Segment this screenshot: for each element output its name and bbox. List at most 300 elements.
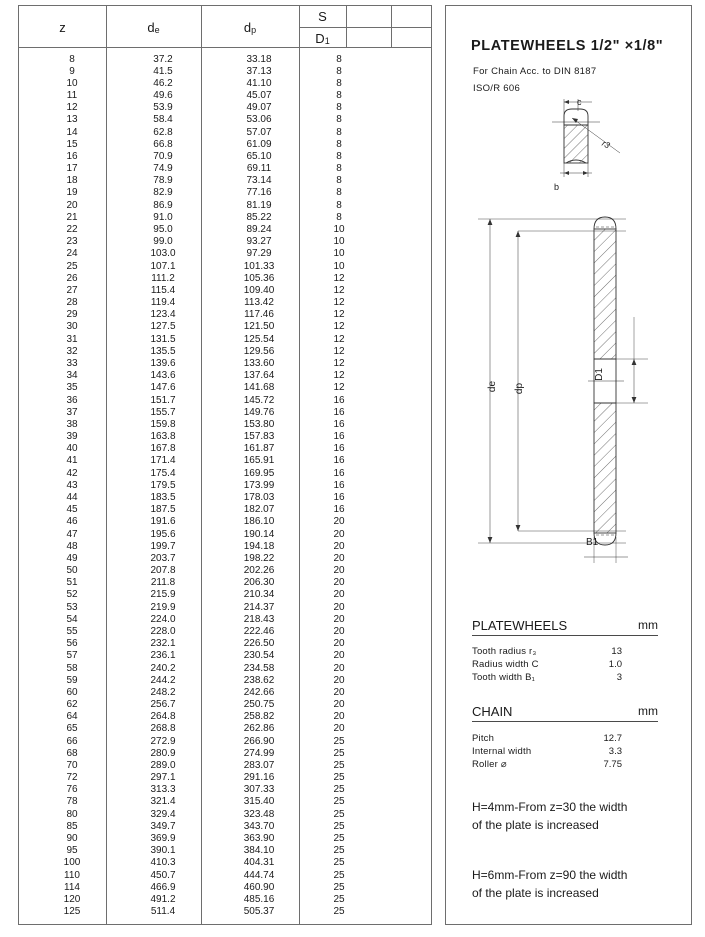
- cell-de: 49.6: [153, 90, 173, 102]
- cell-de: 58.4: [153, 114, 173, 126]
- cell-d1: 16: [333, 418, 345, 430]
- cell-dp: 137.64: [243, 370, 275, 382]
- table-row: [19, 443, 431, 455]
- cell-dp: 444.74: [243, 869, 275, 881]
- cell-z: 25: [66, 260, 78, 272]
- cell-de: 256.7: [150, 699, 176, 711]
- cell-d1: 20: [333, 674, 345, 686]
- cell-z: 56: [66, 638, 78, 650]
- cell-dp: 45.07: [246, 90, 272, 102]
- header-sub-d1: 1: [324, 36, 330, 46]
- spec-row-tooth-radius: [472, 646, 658, 659]
- cell-z: 58: [66, 662, 78, 674]
- cell-de: 244.2: [150, 674, 176, 686]
- dimension-label-c: c: [577, 97, 582, 107]
- header-cell-empty-4: [391, 27, 431, 48]
- table-row: [19, 870, 431, 882]
- cell-de: 240.2: [150, 662, 176, 674]
- cell-d1: 12: [333, 382, 345, 394]
- cell-z: 42: [66, 467, 78, 479]
- header-cell-de: [106, 6, 201, 48]
- cell-de: 211.8: [150, 577, 176, 589]
- cell-d1: 8: [336, 163, 342, 175]
- spec-label-pitch: Pitch: [472, 733, 495, 744]
- cell-z: 49: [66, 552, 78, 564]
- cell-dp: 182.07: [243, 504, 275, 516]
- cell-de: 103.0: [150, 248, 176, 260]
- cell-de: 119.4: [150, 297, 176, 309]
- table-row: [19, 833, 431, 845]
- cell-de: 321.4: [150, 796, 176, 808]
- table-row: [19, 821, 431, 833]
- cell-dp: 234.58: [243, 662, 275, 674]
- cell-z: 16: [66, 150, 78, 162]
- cell-dp: 206.30: [243, 577, 275, 589]
- cell-dp: 194.18: [243, 540, 275, 552]
- table-row: [19, 419, 431, 431]
- table-row: [19, 894, 431, 906]
- cell-z: 59: [66, 674, 78, 686]
- cell-de: 215.9: [150, 589, 176, 601]
- cell-z: 33: [66, 358, 78, 369]
- cell-de: 450.7: [150, 869, 176, 881]
- cell-dp: 141.68: [243, 382, 275, 394]
- cell-d1: 8: [336, 199, 342, 211]
- table-row: [19, 565, 431, 577]
- table-row: [19, 480, 431, 492]
- cell-dp: 69.11: [246, 163, 272, 175]
- cell-de: 131.5: [150, 333, 176, 345]
- cell-dp: 266.90: [243, 735, 275, 747]
- table-row: [19, 66, 431, 78]
- cell-dp: 125.54: [243, 333, 275, 345]
- table-row: [19, 663, 431, 675]
- table-row: [19, 906, 431, 918]
- cell-z: 43: [66, 479, 78, 491]
- cell-dp: 101.33: [243, 260, 275, 272]
- cell-dp: 218.43: [243, 613, 275, 625]
- header-label-d1: D: [315, 30, 325, 46]
- cell-z: 76: [66, 784, 78, 796]
- cell-d1: 25: [333, 881, 345, 893]
- cell-z: 120: [63, 893, 81, 905]
- cell-de: 187.5: [150, 504, 176, 516]
- cell-de: 203.7: [150, 552, 176, 564]
- cell-d1: 12: [333, 321, 345, 333]
- cell-d1: 12: [333, 345, 345, 357]
- subtitle-chain-standard: For Chain Acc. to DIN 8187: [473, 66, 597, 77]
- spec-unit-chain: mm: [638, 704, 658, 718]
- cell-d1: 16: [333, 467, 345, 479]
- cell-de: 99.0: [153, 236, 173, 248]
- cell-z: 48: [66, 540, 78, 552]
- cell-z: 27: [66, 284, 78, 296]
- header-label-s: S: [318, 9, 327, 24]
- cell-z: 37: [66, 406, 78, 418]
- header-sub-dp: p: [251, 25, 257, 35]
- table-row: [19, 273, 431, 285]
- cell-d1: 25: [333, 796, 345, 808]
- cell-dp: 105.36: [243, 272, 275, 284]
- cell-de: 410.3: [150, 857, 176, 869]
- table-row: [19, 212, 431, 224]
- cell-dp: 33.18: [246, 53, 272, 65]
- table-row: [19, 687, 431, 699]
- cell-de: 66.8: [153, 138, 173, 150]
- cell-d1: 20: [333, 638, 345, 650]
- cell-d1: 16: [333, 406, 345, 418]
- cell-z: 14: [66, 126, 78, 138]
- cell-dp: 222.46: [243, 625, 275, 637]
- table-row: [19, 334, 431, 346]
- table-row: [19, 114, 431, 126]
- spec-label-tooth-width: Tooth width B₁: [472, 672, 536, 683]
- table-row: [19, 261, 431, 273]
- cell-z: 80: [66, 808, 78, 820]
- cell-de: 159.8: [150, 418, 176, 430]
- cell-d1: 25: [333, 845, 345, 857]
- cell-de: 511.4: [150, 906, 176, 918]
- table-row: [19, 516, 431, 528]
- spec-label-radius-width: Radius width C: [472, 659, 539, 670]
- table-row: [19, 845, 431, 857]
- cell-de: 232.1: [150, 638, 176, 650]
- cell-d1: 20: [333, 723, 345, 735]
- cell-de: 466.9: [150, 881, 176, 893]
- cell-de: 280.9: [150, 747, 176, 759]
- cell-de: 268.8: [150, 723, 176, 735]
- table-row: [19, 796, 431, 808]
- cell-de: 163.8: [150, 431, 176, 443]
- cell-d1: 20: [333, 577, 345, 589]
- table-row: [19, 492, 431, 504]
- cell-dp: 85.22: [246, 211, 272, 223]
- header-cell-z: [19, 6, 106, 48]
- cell-de: 329.4: [150, 808, 176, 820]
- cell-de: 272.9: [150, 735, 176, 747]
- spec-heading-platewheels: [472, 618, 658, 636]
- cell-z: 52: [66, 589, 78, 601]
- note-h4-line2: of the plate is increased: [472, 818, 599, 832]
- cell-z: 28: [66, 297, 78, 309]
- cell-dp: 145.72: [243, 394, 275, 406]
- table-row: [19, 638, 431, 650]
- cell-dp: 178.03: [243, 491, 275, 503]
- spec-value-pitch: 12.7: [603, 733, 622, 744]
- cell-de: 74.9: [153, 163, 173, 175]
- cell-d1: 10: [333, 248, 345, 260]
- table-row: [19, 163, 431, 175]
- cell-d1: 25: [333, 820, 345, 832]
- table-row: [19, 395, 431, 407]
- spec-value-radius-width: 1.0: [608, 659, 622, 670]
- cell-dp: 226.50: [243, 638, 275, 650]
- cell-d1: 16: [333, 455, 345, 467]
- cell-de: 313.3: [150, 784, 176, 796]
- cell-z: 21: [66, 211, 78, 223]
- cell-dp: 57.07: [246, 126, 272, 138]
- spec-row-roller: [472, 759, 658, 772]
- table-row: [19, 882, 431, 894]
- cell-z: 53: [66, 601, 78, 613]
- cell-z: 51: [66, 577, 78, 589]
- cell-z: 34: [66, 370, 78, 382]
- cell-z: 85: [66, 820, 78, 832]
- table-row: [19, 650, 431, 662]
- table-row: [19, 139, 431, 151]
- cell-de: 155.7: [150, 406, 176, 418]
- cell-z: 40: [66, 443, 78, 455]
- cell-d1: 20: [333, 613, 345, 625]
- cell-dp: 283.07: [243, 759, 275, 771]
- cell-d1: 25: [333, 833, 345, 845]
- cell-z: 125: [63, 906, 81, 918]
- cell-dp: 262.86: [243, 723, 275, 735]
- table-row: [19, 175, 431, 187]
- table-row: [19, 309, 431, 321]
- spec-value-roller: 7.75: [603, 759, 622, 770]
- cell-z: 20: [66, 199, 78, 211]
- cell-d1: 20: [333, 625, 345, 637]
- cell-z: 35: [66, 382, 78, 394]
- cell-dp: 238.62: [243, 674, 275, 686]
- table-row: [19, 809, 431, 821]
- cell-z: 38: [66, 418, 78, 430]
- cell-z: 41: [66, 455, 78, 467]
- table-row: [19, 711, 431, 723]
- cell-dp: 202.26: [243, 565, 275, 577]
- cell-de: 139.6: [150, 358, 176, 369]
- cell-dp: 291.16: [243, 772, 275, 784]
- cell-z: 39: [66, 431, 78, 443]
- cell-de: 207.8: [150, 565, 176, 577]
- cell-z: 29: [66, 309, 78, 321]
- cell-de: 37.2: [153, 53, 173, 65]
- cell-d1: 20: [333, 686, 345, 698]
- cell-dp: 404.31: [243, 857, 275, 869]
- cell-dp: 161.87: [243, 443, 275, 455]
- table-row: [19, 297, 431, 309]
- cell-z: 44: [66, 491, 78, 503]
- cell-d1: 20: [333, 662, 345, 674]
- cell-de: 183.5: [150, 491, 176, 503]
- tooth-profile-drawing: [542, 91, 687, 196]
- cell-dp: 460.90: [243, 881, 275, 893]
- cell-d1: 20: [333, 589, 345, 601]
- cell-dp: 198.22: [243, 552, 275, 564]
- cell-dp: 214.37: [243, 601, 275, 613]
- table-row: [19, 346, 431, 358]
- spec-label-roller: Roller ⌀: [472, 759, 507, 770]
- table-row: [19, 54, 431, 66]
- table-row: [19, 589, 431, 601]
- table-row: [19, 857, 431, 869]
- cell-z: 17: [66, 163, 78, 175]
- cell-dp: 129.56: [243, 345, 275, 357]
- cell-dp: 77.16: [246, 187, 272, 199]
- table-row: [19, 699, 431, 711]
- cell-d1: 8: [336, 114, 342, 126]
- cell-dp: 186.10: [243, 516, 275, 528]
- cell-d1: 20: [333, 552, 345, 564]
- table-row: [19, 577, 431, 589]
- cell-dp: 49.07: [246, 102, 272, 114]
- table-row: [19, 760, 431, 772]
- cell-de: 82.9: [153, 187, 173, 199]
- cell-z: 10: [66, 77, 78, 89]
- cell-dp: 343.70: [243, 820, 275, 832]
- cell-de: 107.1: [150, 260, 176, 272]
- cell-dp: 230.54: [243, 650, 275, 662]
- cell-d1: 8: [336, 53, 342, 65]
- subtitle-iso-standard: ISO/R 606: [473, 83, 521, 94]
- table-row: [19, 321, 431, 333]
- cell-d1: 12: [333, 333, 345, 345]
- cell-dp: 73.14: [246, 175, 272, 187]
- cell-z: 62: [66, 699, 78, 711]
- cell-z: 22: [66, 224, 78, 236]
- cell-de: 167.8: [150, 443, 176, 455]
- cell-d1: 25: [333, 747, 345, 759]
- cell-z: 24: [66, 248, 78, 260]
- cell-z: 50: [66, 565, 78, 577]
- cell-d1: 8: [336, 90, 342, 102]
- header-label-de: d: [147, 19, 155, 35]
- cell-dp: 65.10: [246, 150, 272, 162]
- cell-d1: 20: [333, 565, 345, 577]
- info-panel: [445, 5, 692, 925]
- cell-z: 8: [69, 53, 75, 65]
- cell-d1: 25: [333, 869, 345, 881]
- cell-d1: 16: [333, 504, 345, 516]
- cell-d1: 20: [333, 528, 345, 540]
- cell-z: 26: [66, 272, 78, 284]
- cell-de: 111.2: [151, 272, 175, 284]
- cell-d1: 25: [333, 735, 345, 747]
- cell-d1: 10: [333, 260, 345, 272]
- cell-z: 32: [66, 345, 78, 357]
- cell-z: 60: [66, 686, 78, 698]
- cell-d1: 8: [336, 211, 342, 223]
- table-row: [19, 285, 431, 297]
- spec-row-radius-width: [472, 659, 658, 672]
- cell-z: 72: [66, 772, 78, 784]
- cell-de: 46.2: [153, 77, 173, 89]
- cell-de: 135.5: [150, 345, 176, 357]
- cell-de: 224.0: [150, 613, 176, 625]
- cell-z: 55: [66, 625, 78, 637]
- cell-d1: 20: [333, 699, 345, 711]
- cell-de: 264.8: [150, 711, 176, 723]
- header-sub-de: e: [154, 25, 160, 35]
- cell-d1: 10: [333, 224, 345, 236]
- table-row: [19, 236, 431, 248]
- cell-dp: 109.40: [243, 284, 275, 296]
- cell-de: 123.4: [150, 309, 176, 321]
- header-cell-d1: [299, 27, 346, 48]
- cell-dp: 250.75: [243, 699, 275, 711]
- cell-d1: 25: [333, 784, 345, 796]
- cell-de: 199.7: [150, 540, 176, 552]
- header-cell-dp: [201, 6, 299, 48]
- cell-d1: 8: [336, 77, 342, 89]
- cell-z: 64: [66, 711, 78, 723]
- spec-value-tooth-width: 3: [616, 672, 622, 683]
- spec-heading-chain: [472, 704, 658, 722]
- cell-d1: 25: [333, 906, 345, 918]
- cell-dp: 53.06: [246, 114, 272, 126]
- cell-de: 369.9: [150, 833, 176, 845]
- cell-dp: 165.91: [243, 455, 275, 467]
- cell-dp: 93.27: [246, 236, 272, 248]
- page-title: PLATEWHEELS 1/2" ×1/8": [471, 38, 664, 54]
- cell-z: 100: [63, 857, 81, 869]
- table-row: [19, 784, 431, 796]
- cell-dp: 169.95: [243, 467, 275, 479]
- cell-d1: 25: [333, 772, 345, 784]
- spec-value-tooth-radius: 13: [611, 646, 622, 657]
- cell-de: 195.6: [150, 528, 176, 540]
- cell-d1: 25: [333, 893, 345, 905]
- spec-label-tooth-radius: Tooth radius r₃: [472, 646, 537, 657]
- cell-z: 95: [66, 845, 78, 857]
- cell-d1: 8: [336, 175, 342, 187]
- cell-de: 236.1: [150, 650, 176, 662]
- cell-d1: 25: [333, 759, 345, 771]
- cell-de: 289.0: [150, 759, 176, 771]
- table-row: [19, 723, 431, 735]
- table-row: [19, 748, 431, 760]
- header-label-dp: d: [243, 19, 252, 35]
- cell-dp: 190.14: [243, 528, 275, 540]
- cell-dp: 117.46: [244, 309, 274, 321]
- cell-d1: 12: [333, 272, 345, 284]
- cell-d1: 8: [336, 150, 342, 162]
- cell-z: 114: [64, 881, 80, 893]
- cell-d1: 20: [333, 711, 345, 723]
- note-h6-line1: H=6mm-From z=90 the width: [472, 868, 628, 882]
- table-row: [19, 407, 431, 419]
- header-cell-empty-3: [391, 6, 431, 27]
- cell-de: 171.4: [150, 455, 176, 467]
- cell-de: 78.9: [153, 175, 173, 187]
- cell-d1: 20: [333, 516, 345, 528]
- table-row: [19, 358, 431, 370]
- cell-d1: 8: [336, 65, 342, 77]
- cell-d1: 12: [333, 284, 345, 296]
- cell-z: 57: [66, 650, 78, 662]
- cell-d1: 20: [333, 540, 345, 552]
- cell-dp: 307.33: [243, 784, 275, 796]
- cell-z: 12: [66, 102, 78, 114]
- table-body: [19, 48, 431, 925]
- cell-dp: 157.83: [243, 431, 275, 443]
- table-row: [19, 736, 431, 748]
- table-row: [19, 382, 431, 394]
- dimension-label-b: b: [554, 182, 560, 192]
- cell-dp: 258.82: [243, 711, 275, 723]
- dimension-table: [18, 5, 432, 925]
- header-cell-s: [299, 6, 346, 27]
- cell-z: 15: [66, 138, 78, 150]
- cell-z: 78: [66, 796, 78, 808]
- cell-d1: 12: [333, 370, 345, 382]
- cell-dp: 363.90: [243, 833, 275, 845]
- cell-de: 62.8: [153, 126, 173, 138]
- table-row: [19, 431, 431, 443]
- cell-dp: 315.40: [243, 796, 275, 808]
- cell-z: 31: [66, 333, 78, 345]
